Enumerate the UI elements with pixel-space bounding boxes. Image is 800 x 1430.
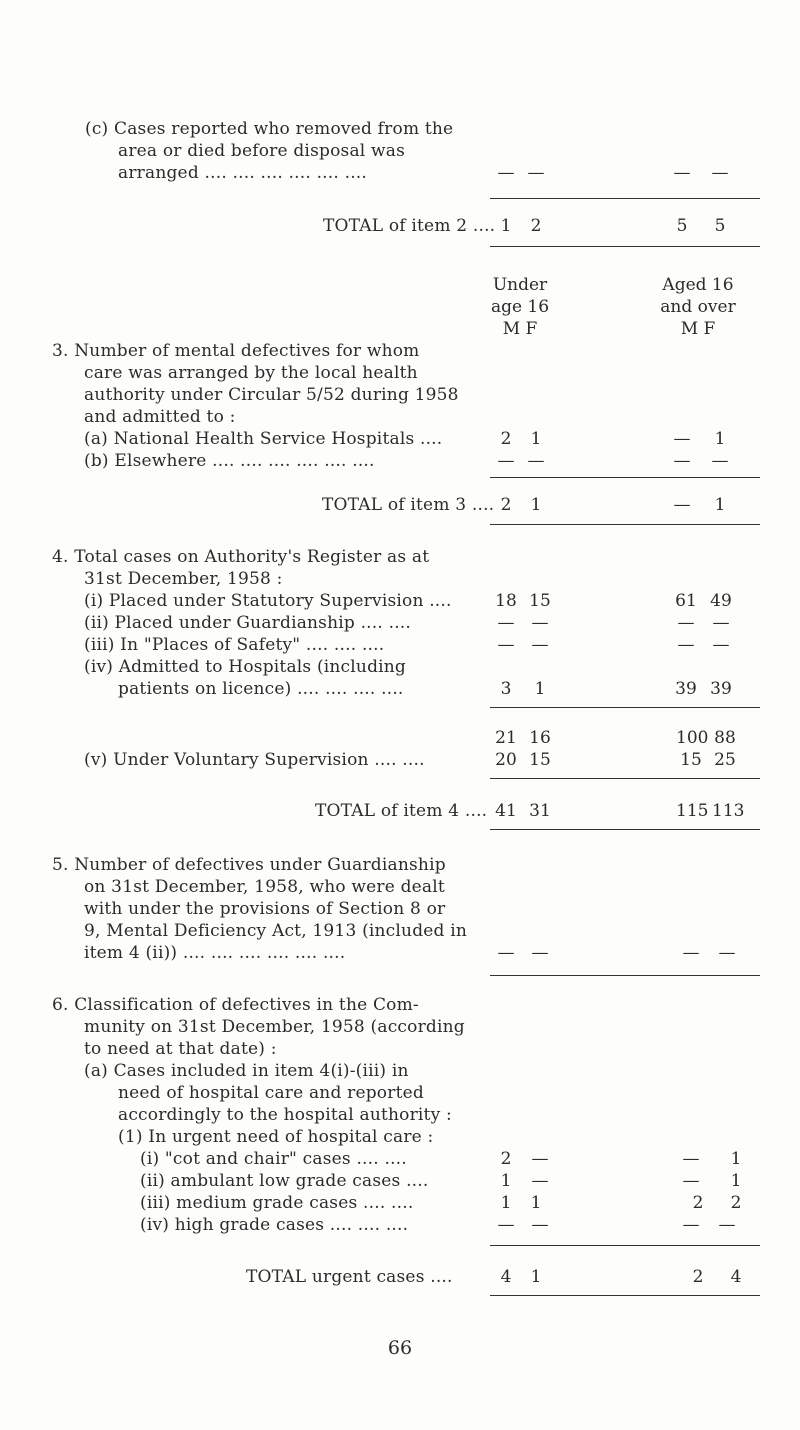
- cell-aged16-m: —: [677, 635, 695, 655]
- cell-aged16-f: 49: [710, 591, 732, 611]
- cell-aged16-f: —: [712, 613, 730, 633]
- cell-aged16-m: —: [682, 1215, 700, 1235]
- text-line: (iv) high grade cases .... .... ....: [140, 1215, 409, 1235]
- text-line: (i) "cot and chair" cases .... ....: [140, 1149, 407, 1169]
- table-row: [0, 749, 800, 771]
- column-header-aged-16-mf: M F: [680, 319, 716, 339]
- cell-aged16-m: —: [673, 429, 691, 449]
- cell-aged16-f: 88: [714, 728, 736, 748]
- text-line: with under the provisions of Section 8 or: [84, 899, 446, 919]
- text-line: (a) Cases included in item 4(i)-(iii) in: [84, 1061, 409, 1081]
- table-rule: [490, 198, 760, 199]
- text-line: 9, Mental Deficiency Act, 1913 (included in: [84, 921, 468, 941]
- text-line: (ii) Placed under Guardianship .... ....: [84, 613, 412, 633]
- text-line: item 4 (ii)) .... .... .... .... .... ....: [84, 943, 346, 963]
- cell-under16-f: 1: [530, 1267, 542, 1287]
- cell-under16-m: —: [497, 163, 515, 183]
- cell-aged16-m: 2: [692, 1267, 704, 1287]
- cell-under16-m: —: [497, 943, 515, 963]
- cell-under16-m: 20: [495, 750, 517, 770]
- cell-aged16-f: 113: [712, 801, 745, 821]
- table-rule: [490, 1245, 760, 1246]
- text-line: 6. Classification of defectives in the Com-: [52, 995, 419, 1015]
- page-number: 66: [387, 1337, 413, 1359]
- cell-under16-f: —: [531, 635, 549, 655]
- text-line: 3. Number of mental defectives for whom: [52, 341, 420, 361]
- cell-under16-f: —: [531, 1171, 549, 1191]
- table-row: [0, 612, 800, 634]
- table-rule: [490, 477, 760, 478]
- cell-under16-f: 15: [529, 750, 551, 770]
- cell-aged16-f: 39: [710, 679, 732, 699]
- text-line: and admitted to :: [84, 407, 236, 427]
- cell-aged16-f: 1: [730, 1171, 742, 1191]
- table-row: [0, 1214, 800, 1236]
- text-line: (ii) ambulant low grade cases ....: [140, 1171, 429, 1191]
- cell-aged16-f: 1: [714, 495, 726, 515]
- text-line: munity on 31st December, 1958 (according: [84, 1017, 465, 1037]
- cell-under16-f: 2: [530, 216, 542, 236]
- cell-under16-f: 1: [530, 429, 542, 449]
- cell-under16-f: —: [531, 1215, 549, 1235]
- cell-under16-m: 21: [495, 728, 517, 748]
- table-row: [0, 727, 800, 749]
- table-row: [0, 450, 800, 472]
- cell-under16-f: 1: [534, 679, 546, 699]
- text-line: (iv) Admitted to Hospitals (including: [84, 657, 407, 677]
- table-row: [0, 1266, 800, 1288]
- cell-under16-m: 4: [500, 1267, 512, 1287]
- cell-aged16-m: 100: [676, 728, 709, 748]
- cell-aged16-f: 25: [714, 750, 736, 770]
- cell-under16-f: —: [531, 943, 549, 963]
- text-line: (b) Elsewhere .... .... .... .... .... ....: [84, 451, 375, 471]
- text-line: area or died before disposal was: [118, 141, 406, 161]
- text-line: 4. Total cases on Authority's Register as at: [52, 547, 430, 567]
- cell-aged16-m: —: [673, 163, 691, 183]
- text-line: authority under Circular 5/52 during 1958: [84, 385, 459, 405]
- table-row: [0, 800, 800, 822]
- cell-aged16-m: 39: [675, 679, 697, 699]
- table-row: [0, 942, 800, 964]
- cell-under16-m: 2: [500, 1149, 512, 1169]
- table-row: [0, 1148, 800, 1170]
- text-line: care was arranged by the local health: [84, 363, 418, 383]
- cell-aged16-f: 1: [730, 1149, 742, 1169]
- total-label: TOTAL urgent cases ....: [246, 1267, 453, 1287]
- table-rule: [490, 524, 760, 525]
- text-line: 31st December, 1958 :: [84, 569, 283, 589]
- column-header-under-16: Under: [492, 275, 548, 295]
- total-label: TOTAL of item 2 ....: [323, 216, 496, 236]
- cell-aged16-m: 2: [692, 1193, 704, 1213]
- cell-aged16-m: 5: [676, 216, 688, 236]
- table-rule: [490, 1295, 760, 1296]
- column-header-under-16-mf: M F: [502, 319, 538, 339]
- cell-aged16-m: —: [673, 451, 691, 471]
- cell-under16-m: 1: [500, 1171, 512, 1191]
- cell-aged16-m: 15: [680, 750, 702, 770]
- cell-aged16-m: —: [682, 943, 700, 963]
- cell-aged16-f: —: [718, 943, 736, 963]
- table-row: [0, 590, 800, 612]
- column-header-under-16: age 16: [490, 297, 550, 317]
- cell-aged16-m: 115: [676, 801, 709, 821]
- cell-under16-m: 2: [500, 495, 512, 515]
- table-rule: [490, 975, 760, 976]
- cell-under16-m: 1: [500, 216, 512, 236]
- cell-under16-m: 2: [500, 429, 512, 449]
- cell-under16-f: —: [531, 1149, 549, 1169]
- cell-aged16-m: 61: [675, 591, 697, 611]
- cell-under16-f: 16: [529, 728, 551, 748]
- cell-under16-m: 1: [500, 1193, 512, 1213]
- text-line: (1) In urgent need of hospital care :: [118, 1127, 434, 1147]
- cell-aged16-f: 1: [714, 429, 726, 449]
- cell-under16-f: 1: [530, 1193, 542, 1213]
- text-line: (i) Placed under Statutory Supervision ....: [84, 591, 452, 611]
- cell-aged16-f: 4: [730, 1267, 742, 1287]
- cell-aged16-m: —: [682, 1149, 700, 1169]
- table-row: [0, 1192, 800, 1214]
- cell-under16-f: —: [527, 163, 545, 183]
- table-row: [0, 162, 800, 184]
- table-row: [0, 634, 800, 656]
- cell-under16-m: —: [497, 1215, 515, 1235]
- cell-aged16-f: 2: [730, 1193, 742, 1213]
- table-rule: [490, 829, 760, 830]
- cell-under16-m: —: [497, 613, 515, 633]
- table-row: [0, 1170, 800, 1192]
- cell-under16-m: 18: [495, 591, 517, 611]
- text-line: patients on licence) .... .... .... ....: [118, 679, 404, 699]
- cell-under16-f: 1: [530, 495, 542, 515]
- column-header-aged-16: Aged 16: [662, 275, 734, 295]
- table-row: [0, 215, 800, 237]
- cell-under16-f: —: [527, 451, 545, 471]
- cell-aged16-f: —: [712, 635, 730, 655]
- text-line: (a) National Health Service Hospitals ....: [84, 429, 443, 449]
- total-label: TOTAL of item 4 ....: [315, 801, 488, 821]
- total-label: TOTAL of item 3 ....: [322, 495, 495, 515]
- cell-under16-f: 15: [529, 591, 551, 611]
- cell-aged16-m: —: [673, 495, 691, 515]
- table-rule: [490, 707, 760, 708]
- cell-under16-m: —: [497, 635, 515, 655]
- table-row: [0, 494, 800, 516]
- cell-under16-f: 31: [529, 801, 551, 821]
- cell-aged16-f: —: [711, 451, 729, 471]
- text-line: need of hospital care and reported: [118, 1083, 424, 1103]
- column-header-aged-16: and over: [660, 297, 736, 317]
- text-line: 5. Number of defectives under Guardianship: [52, 855, 446, 875]
- cell-aged16-m: —: [677, 613, 695, 633]
- cell-under16-m: —: [497, 451, 515, 471]
- cell-aged16-f: —: [718, 1215, 736, 1235]
- text-line: (v) Under Voluntary Supervision .... ....: [84, 750, 425, 770]
- text-line: (iii) In "Places of Safety" .... .... ....: [84, 635, 385, 655]
- cell-under16-m: 3: [500, 679, 512, 699]
- table-rule: [490, 246, 760, 247]
- table-row: [0, 678, 800, 700]
- cell-aged16-m: —: [682, 1171, 700, 1191]
- cell-aged16-f: —: [711, 163, 729, 183]
- cell-aged16-f: 5: [714, 216, 726, 236]
- text-line: (c) Cases reported who removed from the: [85, 119, 454, 139]
- table-rule: [490, 778, 760, 779]
- text-line: (iii) medium grade cases .... ....: [140, 1193, 414, 1213]
- text-line: arranged .... .... .... .... .... ....: [118, 163, 368, 183]
- text-line: to need at that date) :: [84, 1039, 277, 1059]
- table-row: [0, 428, 800, 450]
- cell-under16-m: 41: [495, 801, 517, 821]
- cell-under16-f: —: [531, 613, 549, 633]
- text-line: accordingly to the hospital authority :: [118, 1105, 452, 1125]
- text-line: on 31st December, 1958, who were dealt: [84, 877, 445, 897]
